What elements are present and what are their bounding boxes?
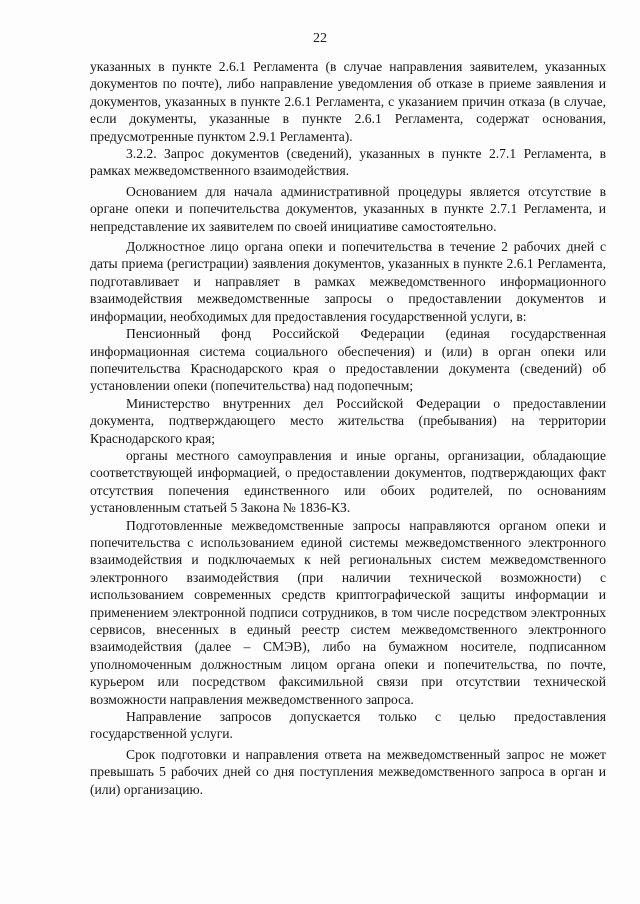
document-body (90, 58, 606, 798)
paragraph-basis: Основанием для начала административной процедуры является отсутствие в органе опеки и попечительства документов, указанных в пункте 2.7.1 Регламента, и непредставление их заявителем по своей инициативе самостоятельно. (90, 183, 606, 234)
paragraph-purpose: Направление запросов допускается только с целью предоставления государственной услуги. (90, 709, 606, 742)
paragraph-official-requests: Должностное лицо органа опеки и попечительства в течение 2 рабочих дней с даты приема (регистрации) заявления документов, указанных в пункте 2.6.1 Регламента, подготавливает и направляет в рамках межведомственного информационного взаимодействия межведомственные запросы о предоставлении документов и информации, необходимых для предоставления государственной услуги, в: (90, 239, 606, 324)
paragraph-smev: Подготовленные межведомственные запросы направляются органом опеки и попечительства с использованием единой системы межведомственного электронного взаимодействия и подключаемых к ней региональных систем межведомственного электронного взаимодействия (при наличии технической возможности) с использованием современных средств криптографической защиты информации и применением электронной подписи сотрудников, в том числе посредством электронных сервисов, внесенных в единый реестр систем межведомственного электронного взаимодействия (далее – СМЭВ), либо на бумажном носителе, подписанном уполномоченным должностным лицом органа опеки и попечительства, по почте, курьером или посредством факсимильной связи при отсутствии технической возможности направления межведомственного запроса. (90, 517, 606, 707)
paragraph-deadline: Срок подготовки и направления ответа на межведомственный запрос не может превышать 5 рабочих дней со дня поступления межведомственного запроса в орган и (или) организацию. (90, 746, 606, 797)
paragraph-interior-ministry: Министерство внутренних дел Российской Федерации о предоставлении документа, подтверждающего место жительства (пребывания) на территории Краснодарского края; (90, 395, 606, 446)
page-number: 22 (313, 31, 327, 46)
paragraph-section-3-2-2: 3.2.2. Запрос документов (сведений), указанных в пункте 2.7.1 Регламента, в рамках межведомственного взаимодействия. (90, 146, 606, 179)
paragraph-local-authorities: органы местного самоуправления и иные органы, организации, обладающие соответствующей информацией, о предоставлении документов, подтверждающих факт отсутствия попечения единственного или обоих родителей, по основаниям установленным статьей 5 Закона № 1836-КЗ. (90, 447, 606, 516)
paragraph-pension-fund: Пенсионный фонд Российской Федерации (единая государственная информационная система социального обеспечения) и (или) в орган опеки или попечительства Краснодарского края о предоставлении документа (сведений) об установлении опеки (попечительства) над подопечным; (90, 326, 606, 394)
paragraph-continuation: указанных в пункте 2.6.1 Регламента (в случае направления заявителем, указанных документов по почте), либо направление уведомления об отказе в приеме заявления и документов, указанных в пункте 2.6.1 Регламента, с указанием причин отказа (в случае, если документы, указанные в пункте 2.6.1 Регламента, содержат основания, предусмотренные пунктом 2.9.1 Регламента). (90, 59, 606, 144)
